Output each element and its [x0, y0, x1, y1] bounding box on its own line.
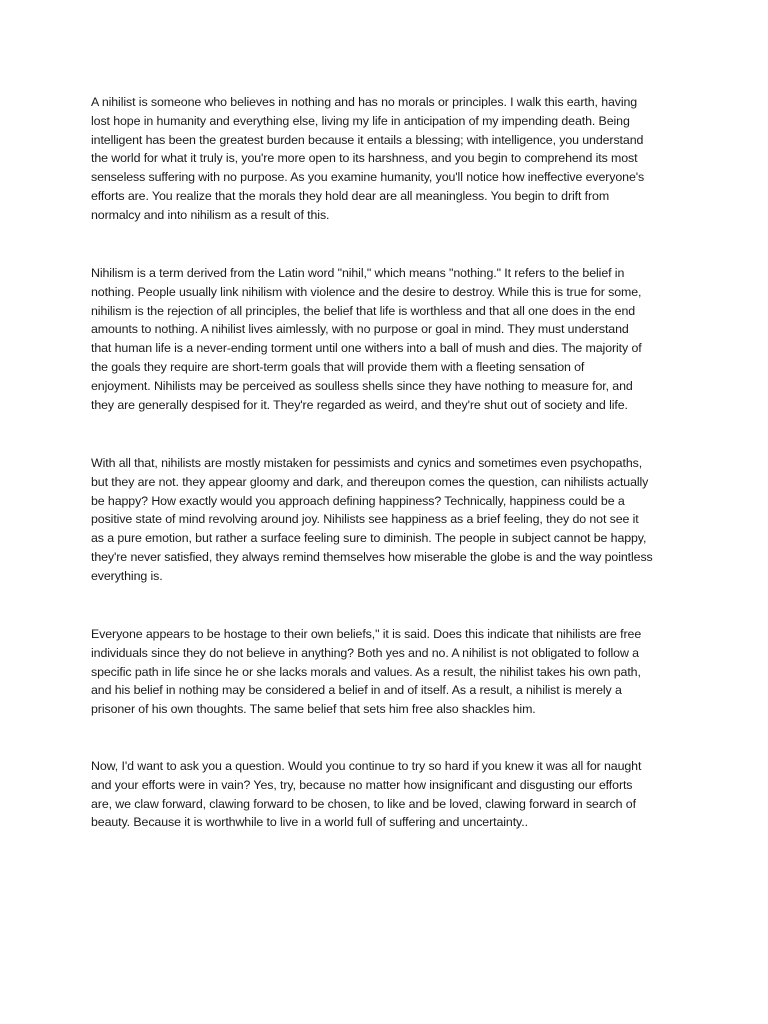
text-line: enjoyment. Nihilists may be perceived as soulless shells since they have nothing to measure for, and	[91, 378, 633, 393]
text-line: A nihilist is someone who believes in nothing and has no morals or principles. I walk this earth, having	[91, 95, 638, 109]
text-line: normalcy and into nihilism as a result of this.	[91, 207, 330, 222]
paragraph-beliefs	[91, 625, 691, 719]
text-line: and your efforts were in vain? Yes, try, because no matter how insignificant and disgusting our efforts	[91, 777, 633, 792]
text-line: nihilism is the rejection of all principles, the belief that life is worthless and that all one does in the end	[91, 303, 636, 318]
text-line: Now, I'd want to ask you a question. Would you continue to try so hard if you knew it was all for naught	[91, 759, 642, 773]
text-line: they're never satisfied, they always remind themselves how miserable the globe is and the way pointless	[91, 549, 653, 564]
paragraph-happiness	[91, 454, 691, 586]
text-line: are, we claw forward, clawing forward to be chosen, to like and be loved, clawing forward in search of	[91, 796, 636, 811]
text-line: efforts are. You realize that the morals they hold dear are all meaningless. You begin to drift from	[91, 188, 610, 203]
text-line: Everyone appears to be hostage to their own beliefs," it is said. Does this indicate that nihilists are free	[91, 627, 642, 641]
text-line: that human life is a never-ending torment until one withers into a ball of mush and dies. The majority of	[91, 341, 642, 356]
text-line: they are generally despised for it. They're regarded as weird, and they're shut out of society and life.	[91, 397, 628, 412]
text-line: the goals they require are short-term goals that will provide them with a fleeting sensation of	[91, 359, 585, 374]
text-line: Nihilism is a term derived from the Latin word "nihil," which means "nothing." It refers to the belief in	[91, 266, 625, 280]
text-line: nothing. People usually link nihilism with violence and the desire to destroy. While this is true for some,	[91, 284, 642, 299]
text-line: beauty. Because it is worthwhile to live in a world full of suffering and uncertainty..	[91, 815, 528, 830]
paragraph-conclusion	[91, 757, 691, 832]
paragraph-etymology	[91, 264, 691, 414]
text-line: the world for what it truly is, you're more open to its harshness, and you begin to comprehend its most	[91, 151, 638, 166]
text-line: individuals since they do not believe in anything? Both yes and no. A nihilist is not obligated to follow a	[91, 645, 639, 660]
text-line: senseless suffering with no purpose. As you examine humanity, you'll notice how ineffective everyone's	[91, 170, 645, 185]
text-line: be happy? How exactly would you approach defining happiness? Technically, happiness could be a	[91, 493, 625, 508]
text-line: positive state of mind revolving around joy. Nihilists see happiness as a brief feeling, they do not see it	[91, 512, 639, 527]
text-line: specific path in life since he or she lacks morals and values. As a result, the nihilist takes his own path,	[91, 664, 641, 679]
text-line: intelligent has been the greatest burden because it entails a blessing; with intelligence, you understand	[91, 132, 644, 147]
paragraph-definition	[91, 93, 691, 225]
text-line: but they are not. they appear gloomy and dark, and thereupon comes the question, can nihilists actually	[91, 474, 649, 489]
text-line: prisoner of his own thoughts. The same belief that sets him free also shackles him.	[91, 702, 536, 717]
text-line: and his belief in nothing may be considered a belief in and of itself. As a result, a nihilist is merely a	[91, 683, 622, 698]
text-line: With all that, nihilists are mostly mistaken for pessimists and cynics and sometimes even psychopaths,	[91, 456, 643, 470]
text-line: everything is.	[91, 568, 163, 583]
text-line: amounts to nothing. A nihilist lives aimlessly, with no purpose or goal in mind. They must understand	[91, 322, 629, 337]
text-line: as a pure emotion, but rather a surface feeling sure to diminish. The people in subject cannot be happy,	[91, 531, 647, 546]
text-line: lost hope in humanity and everything else, living my life in anticipation of my impending death. Being	[91, 113, 630, 128]
